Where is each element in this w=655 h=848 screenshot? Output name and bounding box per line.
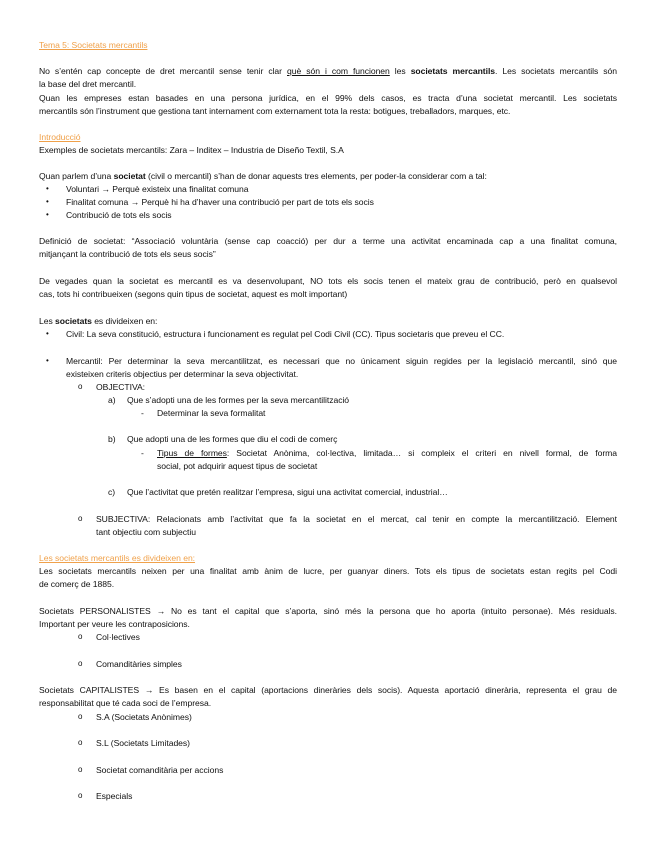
item-b-text: Que adopti una de les formes que diu el codi de comerç bbox=[127, 434, 338, 444]
intro-line-3: Quan les empreses estan basades en una persona jurídica, en el 99% dels casos, es tracta d’una societat mercantil. Les societats bbox=[39, 93, 617, 103]
section-heading-divideixen: Les societats mercantils es divideixen en: bbox=[39, 553, 196, 563]
intro-line-4: mercantils són l’instrument que gestiona tant internament com externament tota la resta: botigues, treballadors, marques, etc. bbox=[39, 106, 511, 116]
item-b-sub-line-2: social, pot adquirir aquest tipus de societat bbox=[157, 461, 318, 471]
capitalistes-line-2: responsabilitat que té cada soci de l’empresa. bbox=[39, 698, 212, 708]
intro-line-1: No s’entén cap concepte de dret mercantil sense tenir clar què són i com funcionen les societats mercantils. Les societats mercantils són bbox=[39, 66, 617, 76]
list-item: S.A (Societats Anònimes) bbox=[96, 712, 192, 722]
civil-item: Civil: La seva constitució, estructura i funcionament es regulat pel Codi Civil (CC). Tipus societaris que preveu el CC. bbox=[66, 329, 505, 339]
subjectiva-line-1: SUBJECTIVA: Relacionats amb l’activitat que fa la societat en el mercat, cal tenir en compte la mercantilització. Element bbox=[96, 514, 617, 524]
definition-line-2: mitjançant la contribució de tots els seus socis” bbox=[39, 249, 216, 259]
list-item: Finalitat comuna → Perquè hi ha d’haver una contribució per part de tots els socis bbox=[66, 197, 374, 207]
list-item: Contribució de tots els socis bbox=[66, 210, 172, 220]
item-a-label: a) bbox=[108, 395, 116, 405]
circle-bullet-icon: o bbox=[78, 514, 83, 523]
dash-icon: - bbox=[141, 448, 144, 458]
item-c-text: Que l’activitat que pretén realitzar l’empresa, sigui una activitat comercial, industrial… bbox=[127, 487, 448, 497]
definition-line-1: Definició de societat: “Associació voluntària (sense cap coacció) per dur a terme una activitat encaminada cap a una finalitat comuna, bbox=[39, 236, 617, 246]
subjectiva-line-2: tant objectiu com subjectiu bbox=[96, 527, 196, 537]
underlined-phrase: què són i com funcionen bbox=[287, 66, 390, 76]
list-item: S.L (Societats Limitades) bbox=[96, 738, 190, 748]
bullet-icon: • bbox=[46, 329, 49, 338]
objectiva-label: OBJECTIVA: bbox=[96, 382, 146, 392]
circle-bullet-icon: o bbox=[78, 712, 83, 721]
mercantil-item-line-1: Mercantil: Per determinar la seva mercantilitzat, es necessari que no únicament siguin regides per la legislació mercantil, sinó que bbox=[66, 356, 617, 366]
bullet-icon: • bbox=[46, 356, 49, 365]
bullet-icon: • bbox=[46, 210, 49, 219]
divideixen-line-1: Les societats mercantils neixen per una finalitat amb ànim de lucre, per guanyar diners. Tots els tipus de societats estan regits pel Codi bbox=[39, 566, 617, 576]
quan-parlem-line: Quan parlem d’una societat (civil o mercantil) s’han de donar aquests tres elements, per poder-la considerar com a tal: bbox=[39, 171, 487, 181]
bold-phrase: societats mercantils bbox=[410, 66, 496, 76]
bullet-icon: • bbox=[46, 184, 49, 193]
item-a-text: Que s’adopti una de les formes per la seva mercantilització bbox=[127, 395, 350, 405]
mercantil-item-line-2: existeixen criteris objectius per determinar la seva objectivitat. bbox=[66, 369, 299, 379]
vegades-line-2: cas, tots hi contribueixen (segons quin tipus de societat, aquest es molt important) bbox=[39, 289, 348, 299]
item-b-sub-line-1: Tipus de formes: Societat Anònima, col·lectiva, limitada… si compleix el criteri en nivell formal, de forma bbox=[157, 448, 617, 458]
circle-bullet-icon: o bbox=[78, 791, 83, 800]
examples-line: Exemples de societats mercantils: Zara – Inditex – Industria de Diseño Textil, S.A bbox=[39, 145, 344, 155]
page-title: Tema 5: Societats mercantils bbox=[39, 40, 148, 50]
list-item: Comanditàries simples bbox=[96, 659, 182, 669]
circle-bullet-icon: o bbox=[78, 765, 83, 774]
circle-bullet-icon: o bbox=[78, 382, 83, 391]
dash-icon: - bbox=[141, 408, 144, 418]
capitalistes-line-1: Societats CAPITALISTES → Es basen en el capital (aportacions dineràries dels socis). Aquesta aportació dinerària, representa el grau de bbox=[39, 685, 617, 695]
item-a-sub: Determinar la seva formalitat bbox=[157, 408, 266, 418]
item-c-label: c) bbox=[108, 487, 116, 497]
section-heading-introduccio: Introducció bbox=[39, 132, 81, 142]
list-item: Col·lectives bbox=[96, 632, 140, 642]
bullet-icon: • bbox=[46, 197, 49, 206]
list-item: Voluntari → Perquè existeix una finalitat comuna bbox=[66, 184, 249, 194]
les-societats-line: Les societats es divideixen en: bbox=[39, 316, 158, 326]
circle-bullet-icon: o bbox=[78, 738, 83, 747]
list-item: Especials bbox=[96, 791, 133, 801]
intro-line-2: la base del dret mercantil. bbox=[39, 79, 137, 89]
divideixen-line-2: de comerç de 1885. bbox=[39, 579, 115, 589]
list-item: Societat comanditària per accions bbox=[96, 765, 224, 775]
circle-bullet-icon: o bbox=[78, 632, 83, 641]
item-b-label: b) bbox=[108, 434, 116, 444]
personalistes-line-2: Important per veure les contraposicions. bbox=[39, 619, 190, 629]
personalistes-line-1: Societats PERSONALISTES → No es tant el capital que s’aporta, sinó més la persona que ho aporta (intuito personae). Més residuals. bbox=[39, 606, 617, 616]
vegades-line-1: De vegades quan la societat es mercantil es va desenvolupant, NO tots els socis tenen el mateix grau de contribució, però en qualsevol bbox=[39, 276, 617, 286]
circle-bullet-icon: o bbox=[78, 659, 83, 668]
